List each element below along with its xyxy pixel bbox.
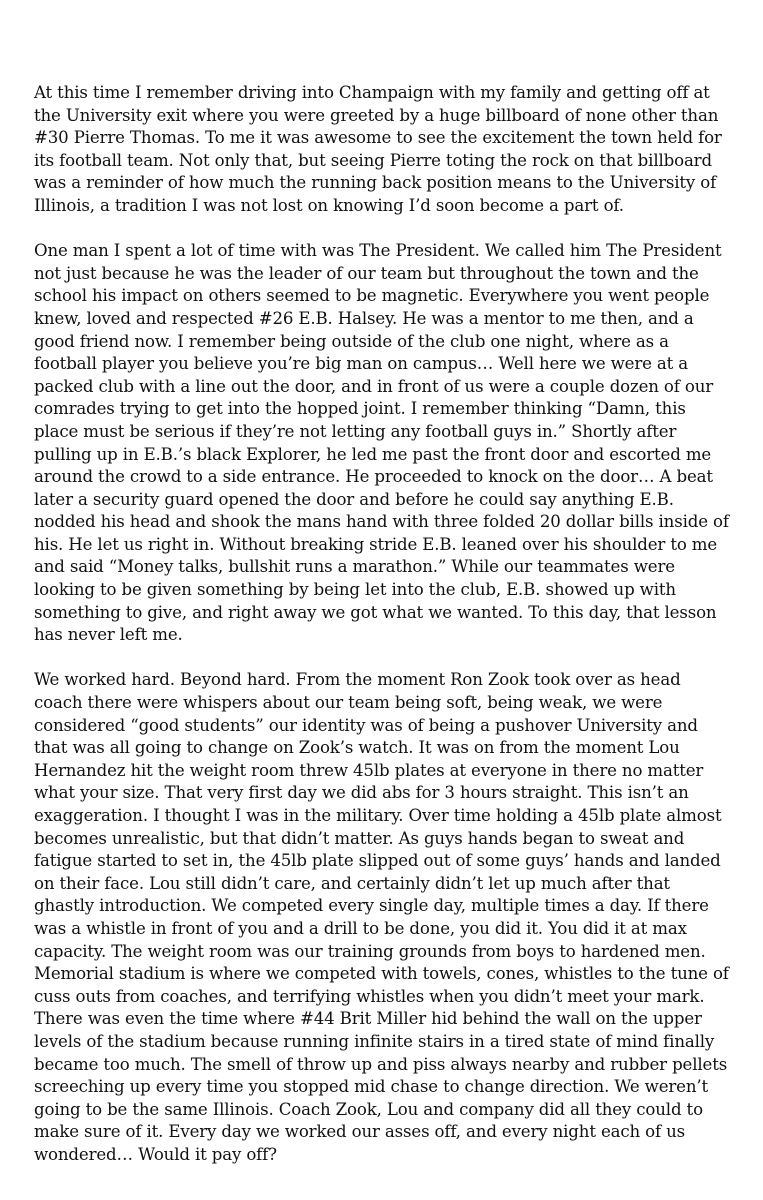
paragraph-worked-hard: We worked hard. Beyond hard. From the moment Ron Zook took over as head coach there were whispers about our team being soft, being weak, we were considered “good students” our identity was of being a pushover University and that was all going to change on Zook’s watch. It was on from the moment Lou Hernandez hit the weight room threw 45lb plates at everyone in there no matter what your size. That very first day we did abs for 3 hours straight. This isn’t an exaggeration. I thought I was in the military. Over time holding a 45lb plate almost becomes unrealistic, but that didn’t matter. As guys hands began to sweat and fatigue started to set in, the 45lb plate slipped out of some guys’ hands and landed on their face. Lou still didn’t care, and certainly didn’t let up much after that ghastly introduction. We competed every single day, multiple times a day. If there was a whistle in front of you and a drill to be done, you did it. You did it at max capacity. The weight room was our training grounds from boys to hardened men. Memorial stadium is where we competed with towels, cones, whistles to the tune of cuss outs from coaches, and terrifying whistles when you didn’t meet your mark. There was even the time where #44 Brit Miller hid behind the wall on the upper levels of the stadium because running infinite stairs in a tired state of mind finally became too much. The smell of throw up and piss always nearby and rubber pellets screeching up every time you stopped mid chase to change direction. We weren’t going to be the same Illinois. Coach Zook, Lou and company did all they could to make sure of it. Every day we worked our asses off, and every night each of us wondered… Would it pay off? [34, 670, 729, 1164]
paragraph-billboard: At this time I remember driving into Champaign with my family and getting off at the University exit where you were greeted by a huge billboard of none other than #30 Pierre Thomas. To me it was awesome to see the excitement the town held for its football team. Not only that, but seeing Pierre toting the rock on that billboard was a reminder of how much the running back position means to the University of Illinois, a tradition I was not lost on knowing I’d soon become a part of. [34, 83, 722, 215]
paragraph-the-president: One man I spent a lot of time with was The President. We called him The President not just because he was the leader of our team but throughout the town and the school his impact on others seemed to be magnetic. Everywhere you went people knew, loved and respected #26 E.B. Halsey. He was a mentor to me then, and a good friend now. I remember being outside of the club one night, where as a football player you believe you’re big man on campus… Well here we were at a packed club with a line out the door, and in front of us were a couple dozen of our comrades trying to get into the hopped joint. I remember thinking “Damn, this place must be serious if they’re not letting any football guys in.” Shortly after pulling up in E.B.’s black Explorer, he led me past the front door and escorted me around the crowd to a side entrance. He proceeded to knock on the door… A beat later a security guard opened the door and before he could say anything E.B. nodded his head and shook the mans hand with three folded 20 dollar bills inside of his. He let us right in. Without breaking stride E.B. leaned over his shoulder to me and said “Money talks, bullshit runs a marathon.” While our teammates were looking to be given something by being let into the club, E.B. showed up with something to give, and right away we got what we wanted. To this day, that lesson has never left me. [34, 241, 729, 645]
document-page [34, 82, 734, 1167]
